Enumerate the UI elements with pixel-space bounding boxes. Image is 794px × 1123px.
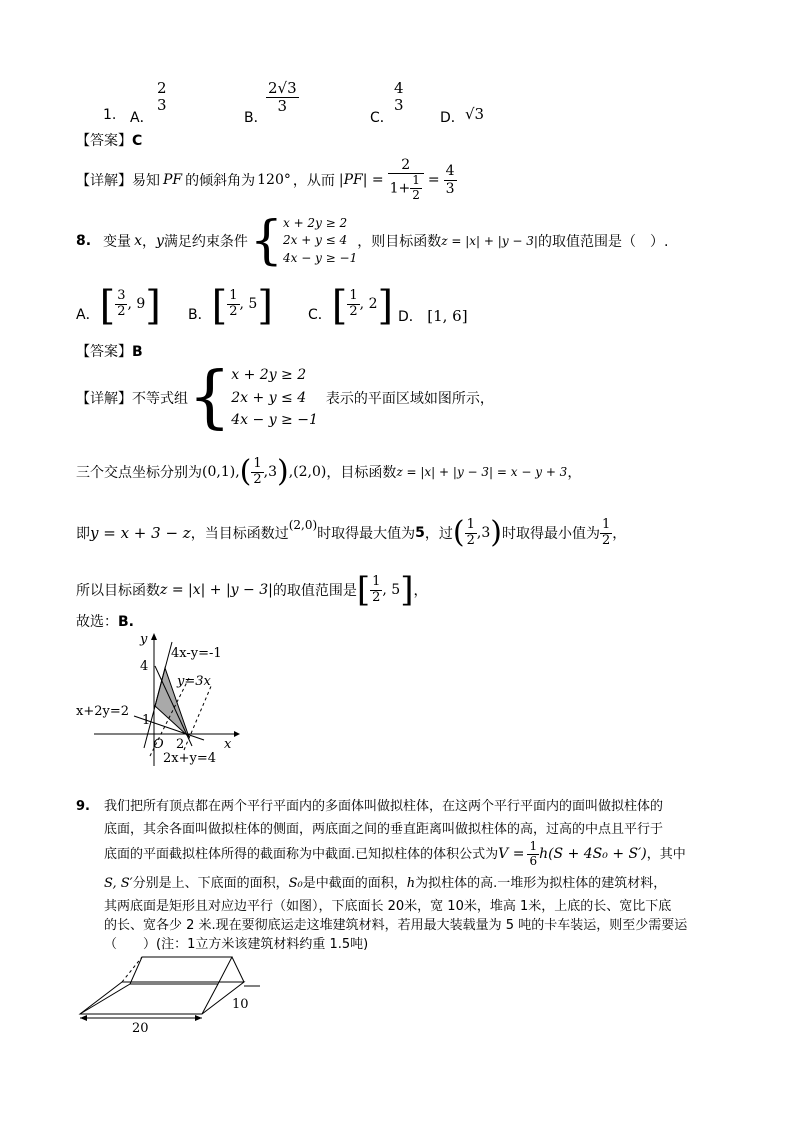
detail-label: 【详解】 [76, 391, 132, 407]
formula-v: V = [498, 845, 525, 862]
detail-text: ，当目标函数过 [190, 526, 289, 542]
detail-text: 时取得最小值为 [501, 526, 600, 542]
var-s0: S₀ [288, 876, 303, 891]
max-value: 5 [415, 525, 425, 541]
point-1: (0,1), [202, 464, 240, 480]
point: (2,0) [288, 518, 318, 532]
origin-label: O [153, 737, 164, 752]
numerator: 1 [412, 173, 420, 188]
constraint-system [283, 215, 357, 267]
detail-text: 不等式组 [132, 391, 188, 407]
detail-text: ，从而 [292, 173, 335, 189]
q8-option-d [398, 306, 468, 326]
detail-label: 【详解】 [76, 173, 132, 189]
option-label: C． [308, 307, 332, 323]
detail-text: 所以目标函数 [76, 583, 160, 599]
q7-option-a-label: A． [130, 110, 154, 126]
bracket: [ [211, 283, 228, 329]
constraint-2: 2x + y ≤ 4 [231, 389, 307, 406]
stem-text: 变量 [103, 234, 132, 250]
denominator: 3 [157, 96, 167, 115]
q9-line-3 [104, 838, 686, 870]
numerator: 2 [157, 79, 167, 97]
q7-option-a-fraction [155, 80, 169, 115]
q8-option-c [308, 282, 394, 329]
detail-result [444, 163, 457, 196]
denominator: 2 [253, 471, 262, 487]
option-label: D． [398, 309, 423, 325]
q8-detail-4 [76, 570, 427, 610]
q8-detail-3 [76, 512, 626, 554]
brace: { [249, 211, 283, 271]
paren: ( [239, 454, 252, 489]
bracket: ] [257, 283, 273, 329]
constraint-1: x + 2y ≥ 2 [231, 367, 307, 384]
detail-pf: PF [163, 172, 183, 188]
var-y: y [155, 233, 164, 249]
bracket: ] [145, 283, 161, 329]
choose-answer: B. [118, 614, 134, 630]
q9-number: 9. [76, 799, 90, 814]
detail-angle: 120° [257, 172, 291, 188]
answer-label: 【答案】 [76, 344, 132, 360]
bracket: ] [377, 283, 394, 329]
q8-number: 8. [76, 233, 92, 249]
q8-feasible-region-figure [74, 628, 254, 768]
q9-line-2: 底面，其余各面叫做拟柱体的侧面，两底面之间的垂直距离叫做拟柱体的高，过高的中点且平行于 [104, 822, 664, 837]
min-fraction [600, 518, 612, 549]
constraint-3: 4x − y ≥ −1 [231, 412, 318, 429]
numerator: 2√3 [268, 79, 297, 97]
constraint-1: x + 2y ≥ 2 [282, 215, 348, 230]
var-x: x [134, 233, 142, 249]
detail-text: 时取得最大值为 [317, 526, 416, 542]
option-value: [1, 6] [427, 307, 468, 325]
q7-option-b-fraction [266, 80, 299, 116]
label-x-2y: x+2y=2 [76, 704, 130, 719]
constraint-2: 2x + y ≤ 4 [282, 233, 348, 248]
q9-line-5: 其两底面是矩形且对应边平行（如图），下底面长 20米，宽 10米，堆高 1米，上底的长、宽比下底 [104, 899, 672, 914]
hidden-edge [122, 957, 142, 982]
detail-text: 的倾斜角为 [185, 173, 256, 189]
detail-fraction [388, 157, 424, 203]
formula-fraction [527, 840, 539, 869]
detail-abs-pf: |PF| = [338, 172, 384, 188]
option-fraction [347, 289, 359, 320]
detail-text: 的取值范围是 [272, 583, 357, 599]
detail-text: ，过 [424, 526, 453, 542]
q9-line-6: 的长、宽各少 2 米.现在要彻底运走这堆建筑材料，若用最大装载量为 5 吨的卡车装运，则至少需要运 [104, 918, 688, 933]
numerator: 4 [394, 79, 404, 97]
numerator: 1 [229, 287, 238, 303]
label-y-3x: y=3x [177, 674, 211, 689]
tick-2: 2 [176, 737, 185, 752]
numerator: 1 [349, 287, 358, 303]
arrow-left [80, 1015, 87, 1021]
q8-answer [76, 341, 143, 361]
point-rest: ,3 [476, 525, 491, 541]
q9-text: ，其中 [646, 846, 686, 862]
top-base [130, 957, 232, 984]
denominator [388, 173, 424, 203]
label-4x-y: 4x-y=-1 [171, 646, 222, 661]
x-axis-label: x [224, 737, 232, 752]
tick-4: 4 [140, 659, 149, 674]
denominator: 6 [529, 853, 538, 868]
denominator: 2 [372, 589, 381, 605]
bracket: ] [400, 570, 414, 610]
detail-text: ， [413, 583, 428, 599]
formula-rest: h(S + 4S₀ + S′) [539, 845, 647, 862]
q9-text: 我们把所有顶点都在两个平行平面内的多面体叫做拟柱体，在这两个平行平面内的面叫做拟柱体的 [104, 799, 664, 814]
range-fraction [370, 575, 382, 606]
detail-text: ， [612, 526, 627, 542]
bracket: [ [99, 283, 116, 329]
label-20: 20 [132, 1021, 149, 1036]
point-3: ,(2,0) [288, 464, 327, 480]
point-2-rest: ,3 [263, 464, 277, 480]
q7-option-c-fraction [392, 80, 406, 115]
option-label: B． [188, 307, 212, 323]
arrow-right [195, 1015, 202, 1021]
bottom-base [80, 982, 244, 1014]
point-fraction [465, 518, 477, 549]
detail-text: ， [567, 465, 582, 481]
x-axis-arrow [234, 731, 240, 737]
stem-text: 的取值范围是（ ）. [537, 234, 669, 250]
objective: z = |x| + |y − 3| [160, 582, 273, 598]
paren: ) [277, 454, 289, 489]
q9-line-4 [104, 872, 666, 895]
equals: = [427, 172, 440, 188]
q8-detail-1 [76, 358, 494, 437]
answer-value: B [132, 344, 143, 360]
stem-text: ，则目标函数 [357, 234, 442, 250]
q8-detail-2 [76, 452, 581, 492]
y-axis-arrow [151, 633, 157, 640]
denominator: 3 [445, 180, 455, 197]
edge [232, 957, 244, 982]
q9-text: 底面的平面截拟柱体所得的截面称为中截面.已知拟柱体的体积公式为 [104, 846, 499, 862]
q9-prismatoid-figure [72, 952, 272, 1038]
tick-1: 1 [142, 713, 151, 728]
denominator: 2 [229, 303, 238, 319]
choose-label: 故选： [76, 614, 118, 630]
answer-label: 【答案】 [76, 133, 132, 149]
detail-text: 易知 [132, 173, 160, 189]
separator: ， [141, 234, 156, 250]
option-rest: , 5 [239, 296, 258, 312]
edge [202, 984, 218, 1014]
y-axis-label: y [140, 632, 148, 647]
q7-option-b-label: B． [244, 110, 268, 126]
answer-value: C [132, 133, 143, 149]
bracket: [ [356, 570, 371, 610]
numerator: 1 [372, 573, 381, 589]
detail-text: ，目标函数 [326, 465, 397, 481]
detail-text: 即 [76, 526, 90, 542]
denominator: 3 [266, 97, 299, 115]
equation: y = x + 3 − z [90, 524, 191, 542]
label-10: 10 [232, 997, 249, 1012]
den-prefix: 1+ [389, 180, 411, 197]
constraint-system [231, 364, 318, 431]
dashed-level-line [184, 684, 212, 750]
q7-option-d-value: √3 [465, 105, 485, 123]
numerator: 4 [445, 163, 455, 180]
option-rest: , 9 [127, 296, 146, 312]
point-2-fraction [251, 457, 263, 488]
q8-option-b [188, 282, 273, 329]
var-h: h [406, 876, 416, 891]
constraint-3: 4x − y ≥ −1 [282, 250, 358, 265]
bracket: [ [331, 283, 348, 329]
q7-number: 1. [103, 107, 117, 123]
objective: z = |x| + |y − 3| [441, 234, 538, 248]
q9-line-1 [76, 795, 663, 818]
denominator: 2 [412, 188, 420, 203]
q8-option-a [76, 282, 161, 329]
q9-text: 分别是上、下底面的面积， [132, 876, 289, 891]
option-rest: , 2 [359, 296, 378, 312]
objective: z = |x| + |y − 3| = x − y + 3 [396, 465, 568, 479]
q7-detail [76, 150, 457, 210]
q7-option-d-label: D． [440, 110, 465, 126]
paren: ( [452, 515, 465, 550]
denominator: 2 [117, 303, 126, 319]
detail-text: 表示的平面区域如图所示， [325, 391, 494, 407]
q7-option-c-label: C． [370, 110, 394, 126]
numerator: 1 [253, 455, 262, 471]
numerator: 1 [601, 516, 611, 532]
numerator: 1 [466, 516, 475, 532]
stem-text: 满足约束条件 [163, 234, 248, 250]
option-fraction [115, 289, 127, 320]
q7-answer [76, 130, 142, 150]
denominator: 3 [394, 96, 404, 115]
denominator: 2 [466, 532, 475, 548]
numerator: 3 [117, 287, 126, 303]
q9-line-7: （ ）(注：1立方米该建筑材料约重 1.5吨) [104, 937, 369, 952]
brace: { [188, 358, 232, 437]
detail-text: 三个交点坐标分别为 [76, 465, 202, 481]
numerator: 2 [401, 157, 411, 174]
q9-text: 为拟柱体的高.一堆形为拟柱体的建筑材料， [415, 876, 667, 891]
denominator: 2 [601, 532, 611, 548]
paren: ) [490, 515, 502, 550]
range-rest: , 5 [382, 582, 401, 598]
q8-stem [76, 213, 668, 269]
nested-fraction [410, 174, 422, 203]
var-s: S, S′ [104, 876, 133, 891]
edge [80, 984, 130, 1014]
label-2x-y: 2x+y=4 [163, 751, 217, 766]
q9-text: 是中截面的面积， [302, 876, 407, 891]
option-fraction [227, 289, 239, 320]
numerator: 1 [529, 838, 538, 853]
option-label: A． [76, 307, 100, 323]
denominator: 2 [349, 303, 358, 319]
